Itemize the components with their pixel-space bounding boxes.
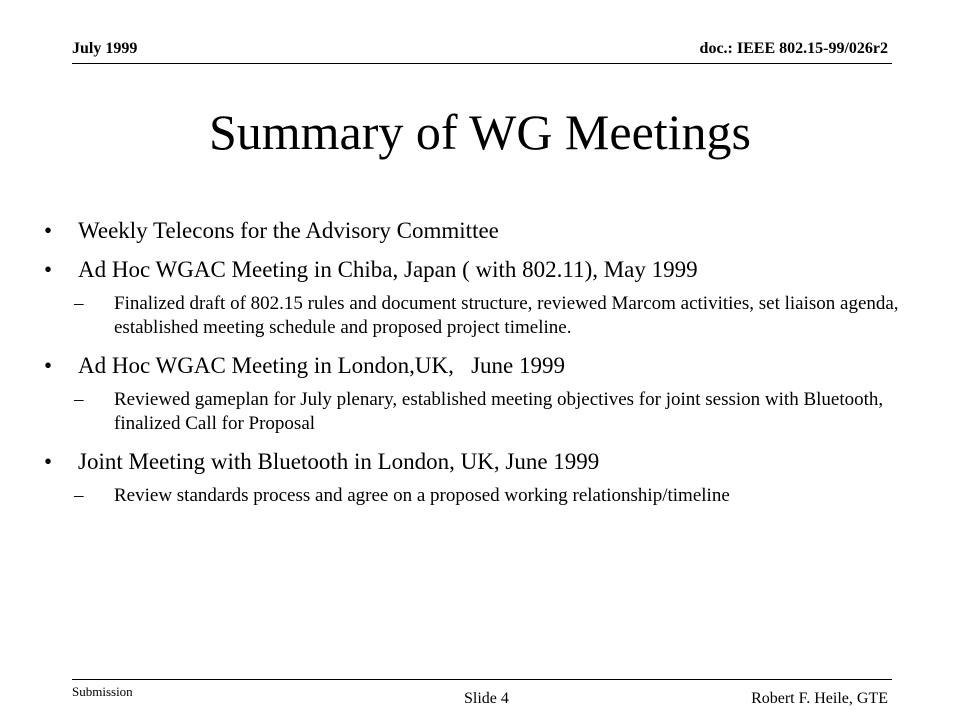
bullet-text: Weekly Telecons for the Advisory Committee [78,218,499,243]
bullet-mark: • [44,449,53,474]
sub-bullet-mark: – [74,485,84,506]
footer-rule [72,679,892,680]
sub-bullet-item [74,388,944,436]
bullet-mark: • [44,218,53,243]
sub-bullet-mark: – [74,293,84,314]
bullet-item [44,448,944,476]
header-rule [72,63,892,64]
footer-slide-number: Slide 4 [464,690,509,707]
bullet-item [44,256,944,284]
sub-bullet-mark: – [74,389,84,410]
bullet-mark: • [44,353,53,378]
slide-body [44,217,944,520]
bullet-text: Joint Meeting with Bluetooth in London, UK, June 1999 [78,449,600,474]
sub-bullet-item [74,292,944,340]
bullet-mark: • [44,257,53,282]
footer-submission: Submission [72,684,133,699]
bullet-item [44,217,944,245]
slide-title: Summary of WG Meetings [208,104,752,160]
bullet-item [44,352,944,380]
footer-author: Robert F. Heile, GTE [751,690,888,707]
sub-bullet-text: Finalized draft of 802.15 rules and document structure, reviewed Marcom activities, set liaison agenda, established meeting schedule and proposed project timeline. [114,293,899,338]
header-date: July 1999 [72,40,138,57]
bullet-text: Ad Hoc WGAC Meeting in London,UK, June 1999 [78,353,565,378]
sub-bullet-text: Reviewed gameplan for July plenary, established meeting objectives for joint session with Bluetooth, finalized Call for Proposal [114,389,884,434]
sub-bullet-text: Review standards process and agree on a proposed working relationship/timeline [114,485,730,506]
header-doc-id: doc.: IEEE 802.15-99/026r2 [699,40,888,57]
bullet-text: Ad Hoc WGAC Meeting in Chiba, Japan ( with 802.11), May 1999 [78,257,698,282]
sub-bullet-item [74,484,944,508]
